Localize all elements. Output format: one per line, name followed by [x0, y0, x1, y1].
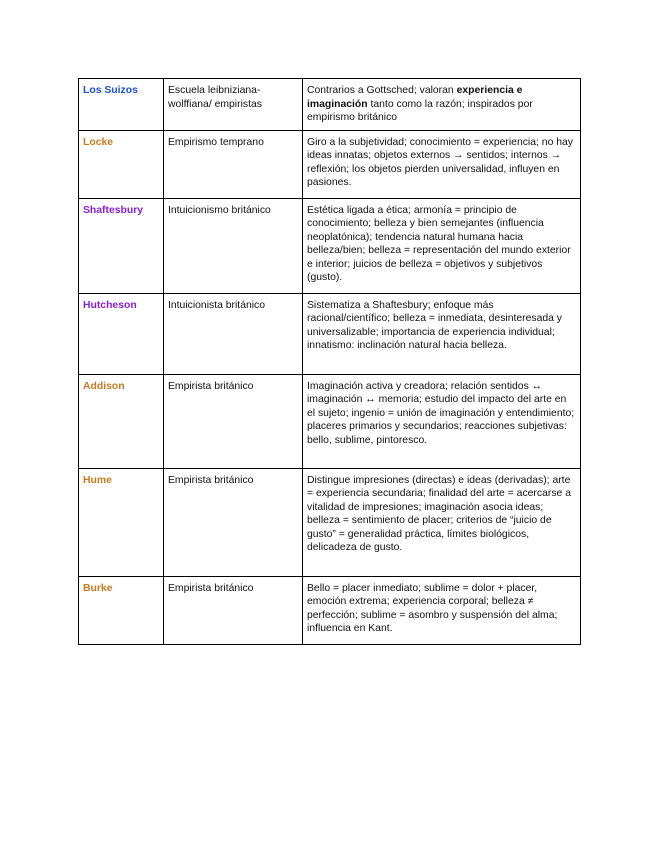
school-label: Intuicionismo británico [168, 204, 271, 216]
description-cell [303, 130, 581, 198]
table-row [79, 130, 581, 198]
name-cell [79, 468, 164, 576]
table-row [79, 198, 581, 293]
school-cell [164, 468, 303, 576]
school-label: Empirista británico [168, 380, 254, 392]
description-cell [303, 293, 581, 374]
school-cell [164, 79, 303, 131]
school-label: Empirista británico [168, 474, 254, 486]
name-cell [79, 374, 164, 468]
philosopher-name: Los Suizos [83, 85, 138, 96]
emphasis-text: experiencia e imaginación [307, 85, 523, 110]
school-label: Empirismo temprano [168, 136, 264, 148]
description-text: Contrarios a Gottsched; valoran experiencia e imaginación tanto como la razón; inspirados por empirismo británico [307, 85, 533, 123]
description-text: Sistematiza a Shaftesbury; enfoque más racional/científico; belleza = inmediata, desinteresada y universalizable; importancia de experiencia individual; innatismo: inclinación natural hacia belleza. [307, 299, 563, 351]
description-cell [303, 468, 581, 576]
table-row [79, 374, 581, 468]
name-cell [79, 79, 164, 131]
school-cell [164, 293, 303, 374]
table-row [79, 468, 581, 576]
philosopher-name: Hutcheson [83, 299, 137, 311]
school-label: Empirista británico [168, 582, 254, 594]
name-cell [79, 198, 164, 293]
school-cell [164, 576, 303, 644]
school-cell [164, 374, 303, 468]
philosopher-name: Hume [83, 474, 112, 486]
description-text: Bello = placer inmediato; sublime = dolor + placer, emoción extrema; experiencia corporal; belleza ≠ perfección; sublime = asombro y suspensión del alma; influencia en Kant. [307, 582, 558, 634]
description-text: Estética ligada a ética; armonía = principio de conocimiento; belleza y bien semejantes (influencia neoplatónica); tendencia natural humana hacia belleza/bien; belleza = representación del mundo exterior e interior; juicios de belleza = objetivos y subjetivos (gusto). [307, 204, 571, 283]
philosopher-name: Addison [83, 380, 125, 392]
description-cell [303, 198, 581, 293]
school-cell [164, 198, 303, 293]
philosopher-name: Shaftesbury [83, 204, 144, 216]
name-cell [79, 130, 164, 198]
philosophers-table [78, 78, 581, 645]
table-row [79, 79, 581, 131]
name-cell [79, 576, 164, 644]
philosopher-name: Burke [83, 582, 113, 594]
description-cell [303, 576, 581, 644]
school-label: Escuela leibniziana-wolffiana/ empiristas [168, 85, 262, 110]
table-row [79, 576, 581, 644]
description-text: Imaginación activa y creadora; relación sentidos ↔ imaginación ↔ memoria; estudio del impacto del arte en el sujeto; ingenio = unión de imaginación y entendimiento; placeres primarios y secundarios; reacciones subjetivas: bello, sublime, pintoresco. [307, 380, 575, 446]
philosopher-name: Locke [83, 136, 114, 148]
description-text: Giro a la subjetividad; conocimiento = experiencia; no hay ideas innatas; objetos externos → sentidos; internos → reflexión; los objetos pierden universalidad, influyen en pasiones. [307, 136, 573, 188]
school-label: Intuicionista británico [168, 299, 266, 311]
table-row [79, 293, 581, 374]
school-cell [164, 130, 303, 198]
name-cell [79, 293, 164, 374]
description-cell [303, 374, 581, 468]
description-text: Distingue impresiones (directas) e ideas (derivadas); arte = experiencia secundaria; finalidad del arte = acercarse a vitalidad de impresiones; imaginación asocia ideas; belleza = sentimiento de placer; criterios de “juicio de gusto” = generalidad práctica, límites biológicos, delicadeza de gusto. [307, 474, 571, 553]
description-cell [303, 79, 581, 131]
